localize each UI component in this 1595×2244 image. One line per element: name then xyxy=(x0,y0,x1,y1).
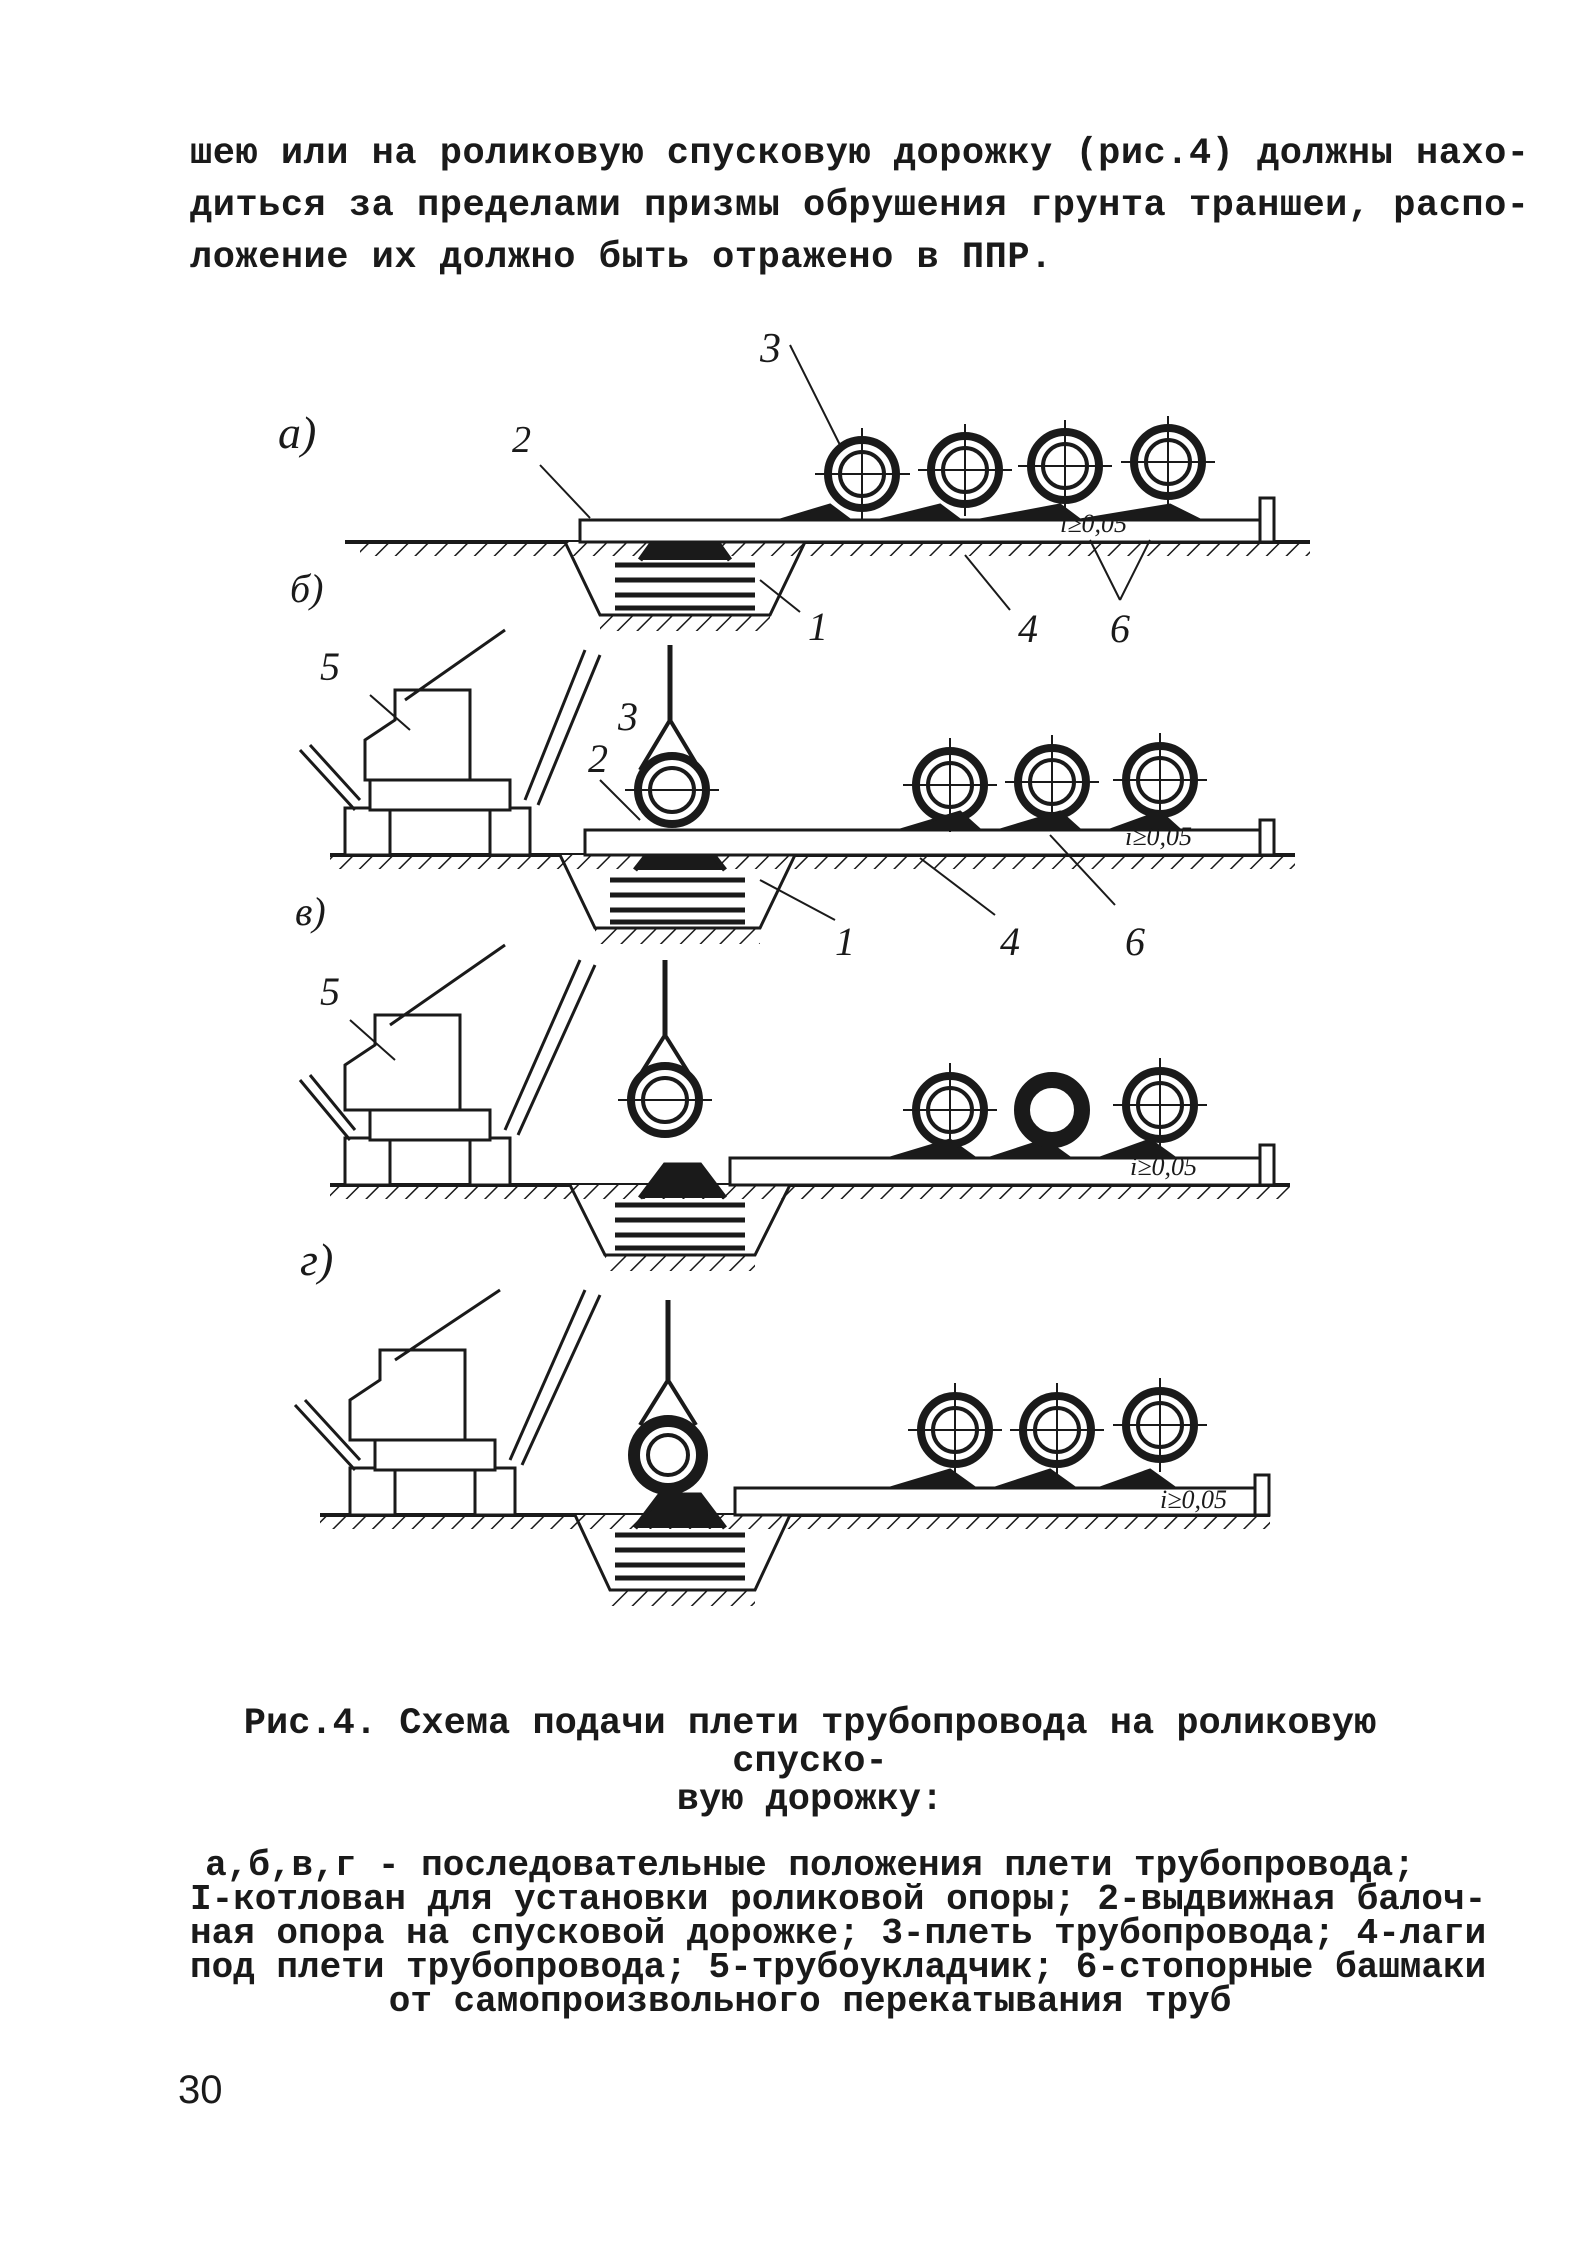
panel-label-g: г) xyxy=(300,1234,334,1285)
panel-label-a: а) xyxy=(278,407,317,458)
caption-legend-line: под плети трубопровода; 5-трубоукладчик; 6-стопорные башмаки xyxy=(190,1947,1487,1988)
slope-label: i≥0,05 xyxy=(1160,1485,1227,1514)
pipe xyxy=(634,1421,702,1489)
callout-4: 4 xyxy=(1018,606,1038,651)
slope-label: i≥0,05 xyxy=(1060,509,1127,538)
slope-label: i≥0,05 xyxy=(1130,1152,1197,1181)
caption-title-line: вую дорожку: xyxy=(676,1779,944,1821)
panel-a xyxy=(345,345,1310,631)
panel-label-v: в) xyxy=(295,889,326,934)
beam-support xyxy=(580,520,1260,542)
pipe xyxy=(1022,1080,1082,1140)
callout-6: 6 xyxy=(1125,919,1145,964)
panel-v xyxy=(300,945,1290,1271)
caption-legend-line: ная опора на спусковой дорожке; 3-плеть трубопровода; 4-лаги xyxy=(190,1913,1487,1954)
caption-legend-line: от самопроизвольного перекатывания труб xyxy=(388,1981,1232,2022)
caption-title-line: Рис.4. Схема подачи плети трубопровода на роликовую спуско- xyxy=(243,1703,1377,1783)
slope-label: i≥0,05 xyxy=(1125,822,1192,851)
caption-title xyxy=(190,1705,1430,1819)
callout-6: 6 xyxy=(1110,606,1130,651)
panel-label-b: б) xyxy=(290,566,324,611)
pipelayer xyxy=(300,630,600,855)
pipelayer xyxy=(295,1290,600,1515)
callout-4: 4 xyxy=(1000,919,1020,964)
callout-1: 1 xyxy=(808,604,828,649)
caption-legend-line: а,б,в,г - последовательные положения плети трубопровода; xyxy=(205,1845,1415,1886)
caption-legend-line: I-котлован для установки роликовой опоры; 2-выдвижная балоч- xyxy=(190,1879,1487,1920)
callout-5: 5 xyxy=(320,644,340,689)
intro-line: шею или на роликовую спусковую дорожку (рис.4) должны нахо- xyxy=(190,133,1530,175)
callout-3: 3 xyxy=(760,326,781,372)
caption-legend xyxy=(190,1845,1487,2022)
callout-2: 2 xyxy=(588,736,608,781)
callout-5: 5 xyxy=(320,969,340,1014)
callout-1: 1 xyxy=(835,919,855,964)
pipelayer xyxy=(300,945,595,1185)
figure-caption xyxy=(190,1703,1487,2022)
intro-line: ложение их должно быть отражено в ППР. xyxy=(190,237,1053,279)
panel-b xyxy=(300,630,1295,944)
callout-3: 3 xyxy=(618,694,638,739)
callout-2: 2 xyxy=(512,419,531,461)
page-number: 30 xyxy=(178,2068,223,2112)
intro-line: диться за пределами призмы обрушения грунта траншеи, распо- xyxy=(190,185,1530,227)
panel-g xyxy=(295,1290,1270,1606)
